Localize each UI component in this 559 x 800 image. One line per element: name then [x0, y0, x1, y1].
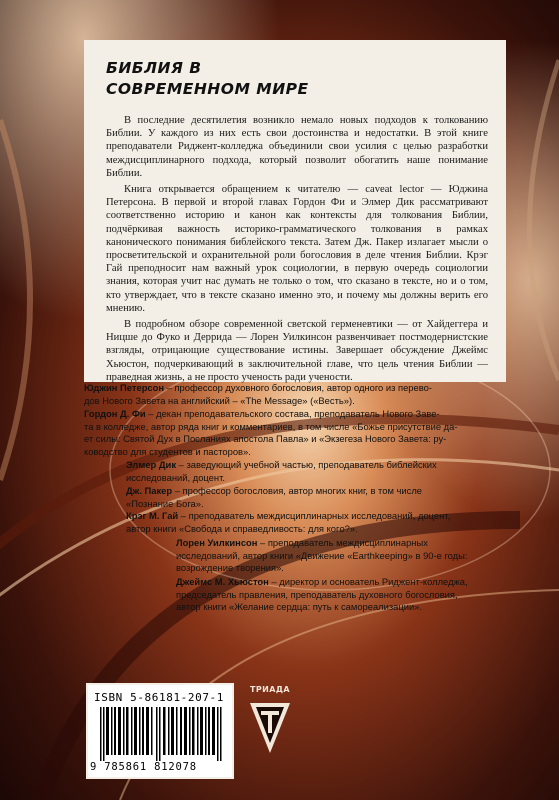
author-bio-line: автор книги «Желание сердца: путь к самореализации».	[176, 601, 423, 613]
author-bio-line: та в колледже, автор ряда книг и комментариев, в том числе «Божье присутствие да-	[84, 420, 458, 432]
author-bio-line: дов Нового Завета на английский – «The Message» («Весть»).	[84, 394, 355, 406]
book-title	[106, 58, 488, 100]
book-description	[106, 114, 488, 384]
author-name: Дж. Пакер	[126, 485, 173, 496]
author-bio-line: – профессор духовного богословия, автор одного из перево-	[164, 382, 432, 393]
author-name: Гордон Д. Фи	[84, 408, 146, 419]
author-name: Джеймс М. Хьюстон	[176, 576, 269, 587]
isbn-number: ISBN 5-86181-207-1	[94, 691, 225, 704]
barcode-digits: 9 785861 812078	[90, 761, 197, 773]
author-name: Лорен Уилкинсон	[176, 537, 258, 548]
author-bio-line: – директор и основатель Риджент-колледжа,	[268, 576, 468, 587]
description-paragraph: В последние десятилетия возникло немало новых подходов к толкованию Библии. У каждого из них есть свои достоинства и недостатки. В этой книге преподаватели Риджент-колледжа объединили свои усилия с целью разработки междисциплинарного подхода, который позволит обогатить наше понимание Библии.	[106, 115, 488, 179]
author-name: Юджин Петерсон	[84, 382, 165, 393]
title-line-2: СОВРЕМЕННОМ МИРЕ	[106, 80, 309, 98]
author-bio-line: – преподаватель междисциплинарных исследований, доцент,	[178, 510, 451, 521]
barcode-icon	[100, 707, 224, 761]
author-bio-line: исследований, автор книги «Движение «Earthkeeping» в 90-е годы:	[176, 549, 468, 561]
description-panel	[84, 40, 506, 382]
author-name: Крэг М. Гай	[126, 510, 179, 521]
author-bio-line: – декан преподавательского состава, преподаватель Нового Заве-	[145, 408, 440, 419]
author-name: Элмер Дик	[126, 459, 177, 470]
description-paragraph: Книга открывается обращением к читателю — caveat lector — Юджина Петерсона. В первой и второй главах Гордон Фи и Элмер Дик рассматривают соответственно историю и канон как контексты для толкования Библии, подчёркивая важность историко-грамматического толкования в рамках канонического понимания библейского текста. Затем Дж. Пакер излагает мысли о просветительской и охранительной роли богословия в деле чтения Библии. Крэг Гай преподносит нам важный урок социологии, в первую очередь социологии знания, которая учит нас думать не только о том, что сказано в тексте, но и о том, кто утверждает, что в тексте сказано именно это, и почему мы должны верить его мнению.	[106, 184, 488, 314]
author-bio-line: ководство для студентов и пасторов».	[84, 445, 251, 457]
author-bio-line: возрождение творения».	[176, 562, 284, 574]
author-bio-line: – профессор богословия, автор многих книг, в том числе	[172, 485, 423, 496]
description-paragraph: В подробном обзоре современной светской герменевтики — от Хайдеггера и Ницше до Фуко и Деррида — Лорен Уилкинсон развенчивает постмодернистские взгляды, отрицающие существование истины. Завершает обсуждение Джеймс Хьюстон, подчеркивающий в заключительной главе, что цель чтения Библии — праведная жизнь, а не просто ученость ради учености.	[106, 319, 488, 383]
author-bio-line: «Познание Бога».	[126, 497, 204, 509]
author-bio-line: исследований, доцент.	[126, 471, 225, 483]
author-bio-line: председатель правления, преподаватель духовного богословия,	[176, 588, 458, 600]
author-bio-line: ет силы: Святой Дух в Посланиях апостола Павла» и «Экзегеза Нового Завета: ру-	[84, 433, 447, 445]
title-line-1: БИБЛИЯ В	[106, 59, 202, 77]
author-bio-line: – заведующий учебной частью, преподаватель библейских	[176, 459, 437, 470]
author-bio-line: автор книги «Свобода и справедливость: для когo?».	[126, 522, 358, 534]
author-bio-line: – преподаватель междисциплинарных	[257, 537, 428, 548]
publisher-logo-icon	[248, 697, 292, 755]
isbn-barcode-block	[86, 683, 234, 779]
publisher-name: ТРИАДА	[250, 685, 290, 694]
